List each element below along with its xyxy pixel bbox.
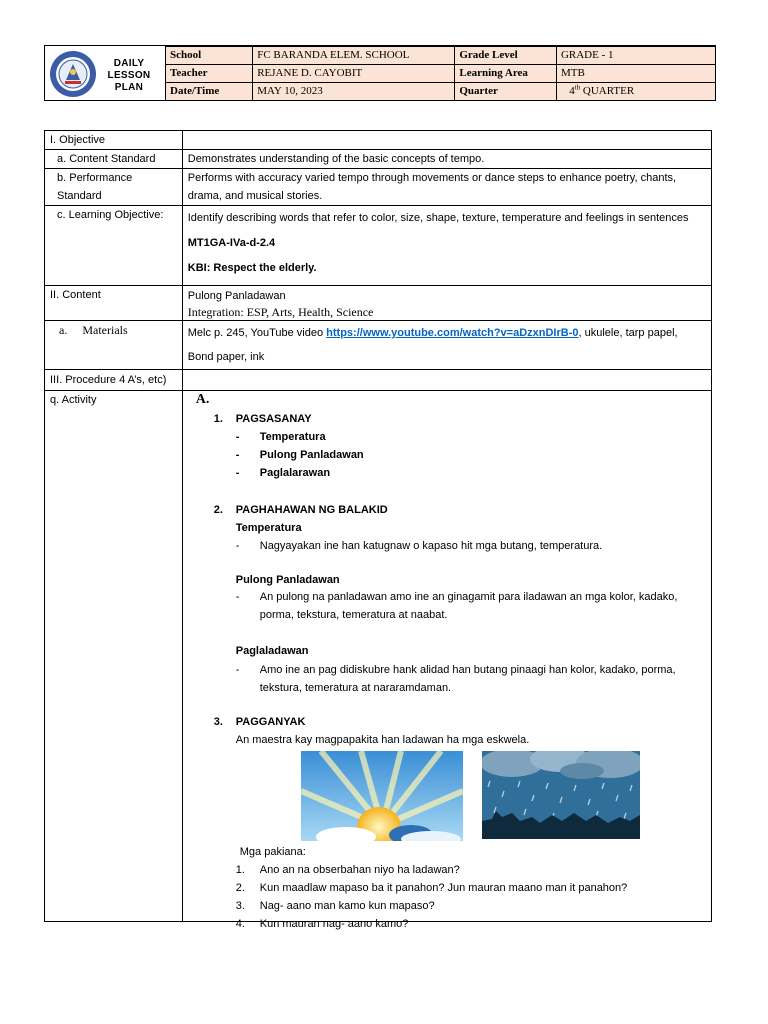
definition-temperatura: - Nagyayakan ine han katugnaw o kapaso hit mga butang, temperatura. (260, 537, 602, 555)
section-1-number: 1. (213, 413, 223, 425)
deped-seal-icon (49, 50, 97, 98)
daily-lesson-plan-title (103, 58, 155, 94)
procedure-label: III. Procedure 4 A’s, etc) (45, 370, 183, 391)
learning-objective-text: Identify describing words that refer to color, size, shape, texture, temperature and feelings in sentences (187, 212, 689, 224)
activity-label: q. Activity (45, 391, 183, 922)
term-paglaladawan: Paglaladawan (235, 645, 309, 657)
learning-area-label: Learning Area (455, 65, 557, 83)
school-label: School (166, 47, 253, 65)
section-3-number: 3. (213, 716, 223, 728)
info-row (166, 83, 716, 101)
youtube-link[interactable]: https://www.youtube.com/watch?v=aDzxnDIrB-0 (326, 327, 579, 339)
question-text: Kun maadlaw mapaso ba it panahon? Jun mauran maano man it panahon? (259, 882, 628, 894)
section-3-title: PAGGANYAK (235, 716, 306, 728)
grade-level-label: Grade Level (455, 47, 557, 65)
materials-label-cell (45, 321, 183, 370)
definition-paglaladawan-cont: tekstura, temeratura at nararamdaman. (259, 682, 452, 694)
question-number: 1. (235, 864, 245, 876)
performance-standard-row (45, 169, 712, 206)
performance-standard-label: b. Performance Standard (45, 169, 183, 206)
materials-row (45, 321, 712, 370)
materials-value (182, 321, 711, 370)
objective-label: I. Objective (45, 131, 183, 150)
question-number: 3. (235, 900, 245, 912)
question-text: Ano an na obserbahan niyo ha ladawan? (259, 864, 460, 876)
learning-objective-cell (182, 206, 711, 286)
procedure-row (45, 370, 712, 391)
quarter-label: Quarter (455, 83, 557, 101)
section-3-text: An maestra kay magpapakita han ladawan ha mga eskwela. (235, 734, 530, 746)
section-1-item: - Paglalarawan (260, 464, 330, 482)
quarter-word: QUARTER (582, 85, 635, 97)
lesson-plan-header (44, 45, 716, 101)
materials-prefix: Melc p. 245, YouTube video (187, 327, 327, 339)
materials-label: Materials (82, 323, 128, 337)
dlp-line-1: DAILY (113, 58, 145, 69)
question-text: Nag- aano man kamo kun mapaso? (259, 900, 435, 912)
activity-row (45, 391, 712, 922)
content-row (45, 286, 712, 321)
rainy-weather-image (482, 751, 640, 839)
questions-label: Mga pakiana: (239, 846, 306, 858)
lesson-table (44, 130, 712, 930)
content-standard-value: Demonstrates understanding of the basic concepts of tempo. (182, 150, 711, 169)
school-info-table (165, 46, 716, 101)
section-2-number: 2. (213, 504, 223, 516)
activity-cell (182, 391, 711, 930)
objective-value (182, 131, 711, 150)
procedure-value (182, 370, 711, 391)
section-1-item: - Temperatura (260, 428, 326, 446)
learning-objective-row (45, 206, 712, 286)
activity-letter: A. (195, 392, 210, 407)
definition-pulong-panladawan: - An pulong na panladawan amo ine an ginagamit para iladawan an mga kolor, kadako, (260, 588, 678, 606)
content-standard-label: a. Content Standard (45, 150, 183, 169)
section-1-title: PAGSASANAY (235, 413, 312, 425)
learning-objective-label: c. Learning Objective: (45, 206, 183, 286)
info-row (166, 47, 716, 65)
objective-row (45, 131, 712, 150)
section-1-item: - Pulong Panladawan (260, 446, 364, 464)
date-time-value: MAY 10, 2023 (253, 83, 455, 101)
question-number: 4. (235, 918, 245, 930)
learning-area-value: MTB (556, 65, 715, 83)
teacher-label: Teacher (166, 65, 253, 83)
question-number: 2. (235, 882, 245, 894)
content-cell (182, 286, 711, 321)
date-time-label: Date/Time (166, 83, 253, 101)
school-value: FC BARANDA ELEM. SCHOOL (253, 47, 455, 65)
activity-content (188, 391, 706, 930)
kbi-text: KBI: Respect the elderly. (187, 262, 317, 274)
grade-level-value: GRADE - 1 (556, 47, 715, 65)
term-temperatura: Temperatura (235, 522, 302, 534)
quarter-value (556, 83, 715, 101)
content-standard-row (45, 150, 712, 169)
dlp-line-2: LESSON (107, 70, 151, 81)
dlp-line-3: PLAN (114, 82, 144, 93)
definition-paglaladawan: - Amo ine an pag didiskubre hank alidad han butang pinaagi han kolor, kadako, porma, (260, 661, 676, 679)
info-row (166, 65, 716, 83)
term-pulong-panladawan: Pulong Panladawan (235, 574, 340, 586)
materials-suffix: , ukulele, tarp papel, Bond paper, ink (187, 327, 678, 363)
definition-pulong-panladawan-cont: porma, tekstura, temeratura at naabat. (259, 609, 448, 621)
competency-code: MT1GA-IVa-d-2.4 (187, 237, 276, 249)
quarter-suffix: th (574, 83, 581, 92)
section-2-title: PAGHAHAWAN NG BALAKID (235, 504, 388, 516)
teacher-value: REJANE D. CAYOBIT (253, 65, 455, 83)
sunny-weather-image (301, 751, 463, 841)
question-text: Kun mauran nag- aano kamo? (259, 918, 409, 930)
content-label: II. Content (45, 286, 183, 321)
quarter-number: 4 (569, 85, 575, 97)
materials-letter: a. (59, 323, 68, 337)
content-title: Pulong Panladawan (187, 290, 286, 302)
integration-text: Integration: ESP, Arts, Health, Science (187, 305, 374, 319)
performance-standard-value: Performs with accuracy varied tempo through movements or dance steps to enhance poetry, chants, drama, and musical stories. (182, 169, 711, 206)
